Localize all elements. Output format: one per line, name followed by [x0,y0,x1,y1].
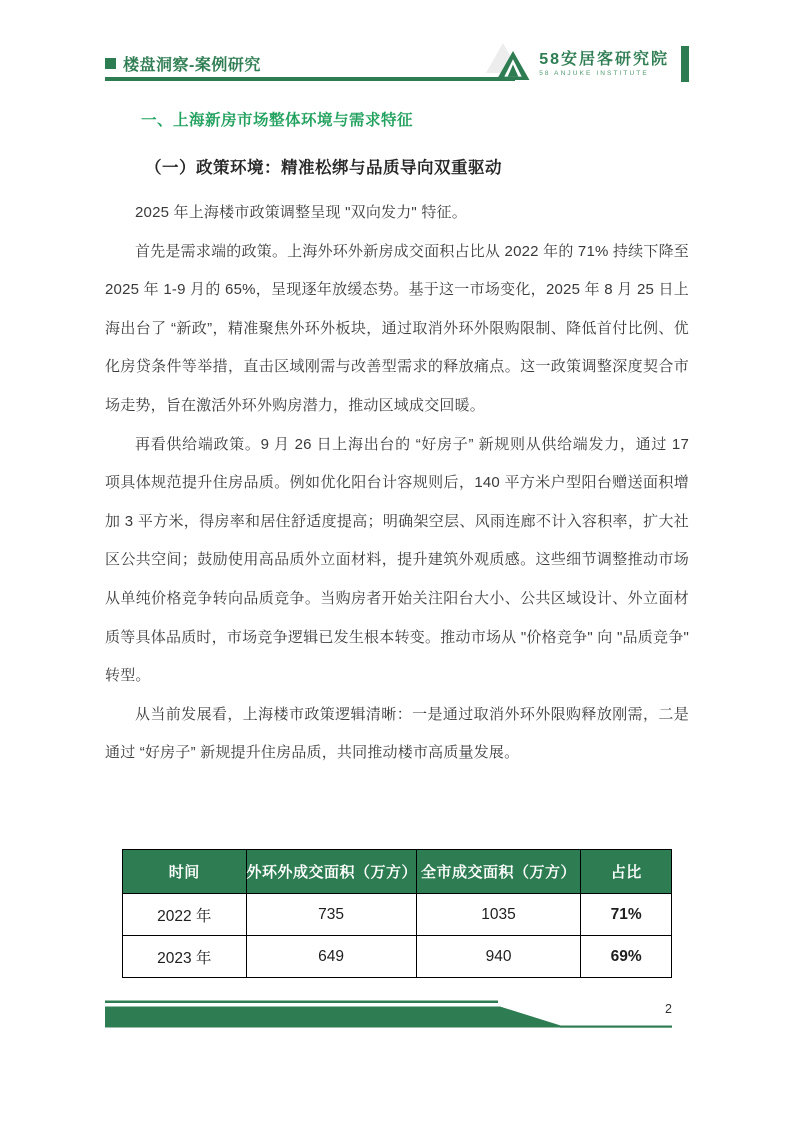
anjuke-logo-icon [495,48,533,81]
header-title-group [105,52,261,75]
section-title: 一、上海新房市场整体环境与需求特征 [141,112,414,129]
paragraph: 再看供给端政策。9 月 26 日上海出台的 “好房子” 新规则从供给端发力，通过 17 项具体规范提升住房品质。例如优化阳台计容规则后，140 平方米户型阳台赠送面积增加 3 平方米，得房率和居住舒适度提高；明确架空层、风雨连廊不计入容积率，扩大社区公共空间；鼓励使用高品质外立面材料，提升建筑外观质感。这些细节调整推动市场从单纯价格竞争转向品质竞争。当购房者开始关注阳台大小、公共区域设计、外立面材质等具体品质时，市场竞争逻辑已发生根本转变。推动市场从 "价格竞争" 向 "品质竞争" 转型。 [105,435,689,685]
table-cell: 2022 年 [123,894,247,936]
transaction-table [122,849,672,978]
paragraph: 首先是需求端的政策。上海外环外新房成交面积占比从 2022 年的 71% 持续下降至 2025 年 1-9 月的 65%，呈现逐年放缓态势。基于这一市场变化，2025 年 8 月 25 日上海出台了 “新政”，精准聚焦外环外板块，通过取消外环外限购限制、降低首付比例、优化房贷条件等举措，直击区域刚需与改善型需求的释放痛点。这一政策调整深度契合市场走势，旨在激活外环外购房潜力，推动区域成交回暖。 [105,242,689,414]
report-series-title: 楼盘洞察-案例研究 [123,57,261,74]
logo-area [495,46,689,82]
table-cell: 940 [416,936,581,978]
document-body [105,108,689,967]
table-cell: 69% [581,936,672,978]
footer-ribbon [105,1000,672,1033]
table-header-cell: 外环外成交面积（万方） [246,850,416,894]
table-cell: 2023 年 [123,936,247,978]
logo-text [539,51,669,78]
subsection-title: （一）政策环境：精准松绑与品质导向双重驱动 [145,159,502,177]
paragraph: 2025 年上海楼市政策调整呈现 "双向发力" 特征。 [135,204,467,221]
table-row [123,936,672,978]
table-cell: 649 [246,936,416,978]
table-cell: 735 [246,894,416,936]
transaction-table-wrap [122,849,672,978]
paragraph: 从当前发展看，上海楼市政策逻辑清晰：一是通过取消外环外限购释放刚需，二是通过 “好房子” 新规提升住房品质，共同推动楼市高质量发展。 [105,705,689,762]
paragraphs [105,194,689,773]
table-head [123,850,672,894]
table-body [123,894,672,978]
table-header-cell: 时间 [123,850,247,894]
page-number: 2 [665,1002,672,1016]
table-header-cell: 全市成交面积（万方） [416,850,581,894]
logo-vertical-bar [681,46,689,82]
table-header-row [123,850,672,894]
logo-triangle-icon [495,50,531,81]
page-header [105,46,689,86]
header-divider [105,77,515,81]
logo-name: 58安居客研究院 [539,50,669,68]
logo-subtitle: 58 ANJUKE INSTITUTE [539,70,649,78]
square-bullet-icon [105,58,116,69]
table-row [123,894,672,936]
table-header-cell: 占比 [581,850,672,894]
table-cell: 1035 [416,894,581,936]
table-cell: 71% [581,894,672,936]
